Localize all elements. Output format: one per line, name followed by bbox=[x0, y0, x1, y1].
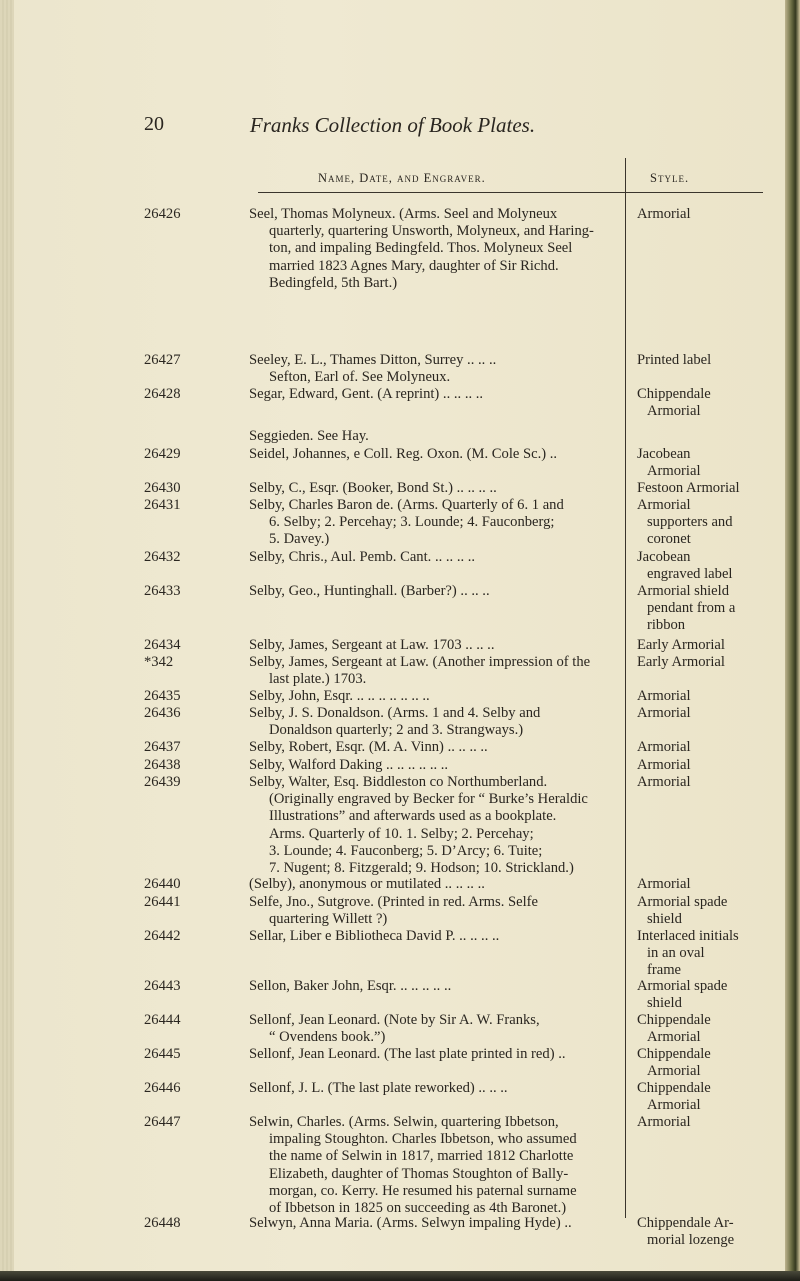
entry-style bbox=[637, 1114, 787, 1131]
description-line: Selby, John, Esqr. .. .. .. .. .. .. .. bbox=[249, 688, 430, 704]
description-line: Selby, James, Sergeant at Law. (Another impression of the bbox=[249, 654, 591, 670]
style-line: Early Armorial bbox=[637, 637, 725, 653]
style-line: Interlaced initials bbox=[637, 928, 739, 944]
entry-number: 26444 bbox=[144, 1012, 181, 1028]
column-header-name: Name, Date, and Engraver. bbox=[318, 171, 486, 185]
style-line: frame bbox=[647, 962, 682, 979]
entry-style bbox=[637, 978, 787, 1012]
style-line: pendant from a bbox=[647, 600, 736, 617]
entry-number: 26435 bbox=[144, 688, 181, 704]
column-header-style: Style. bbox=[650, 171, 690, 185]
entry-description bbox=[249, 1012, 619, 1046]
description-line: last plate.) 1703. bbox=[269, 671, 367, 688]
style-line: ribbon bbox=[647, 617, 686, 634]
description-line: (Originally engraved by Becker for “ Burke’s Heraldic bbox=[269, 791, 588, 808]
binding-edge bbox=[0, 0, 14, 1281]
style-line: Armorial bbox=[637, 757, 691, 773]
style-line: Armorial bbox=[647, 463, 701, 480]
description-line: “ Ovendens book.”) bbox=[269, 1029, 386, 1046]
entry-style bbox=[637, 497, 787, 549]
description-line: Selby, Walford Daking .. .. .. .. .. .. bbox=[249, 757, 449, 773]
description-line: morgan, co. Kerry. He resumed his paternal surname bbox=[269, 1182, 577, 1199]
page-edge-shadow bbox=[785, 0, 800, 1281]
entry-description bbox=[249, 757, 619, 774]
style-line: coronet bbox=[647, 531, 691, 548]
running-title: Franks Collection of Book Plates. bbox=[249, 113, 536, 137]
entry-number: 26426 bbox=[144, 206, 181, 222]
entry-description bbox=[249, 654, 619, 688]
style-line: Armorial shield bbox=[637, 583, 730, 599]
entry-number: 26433 bbox=[144, 583, 181, 599]
description-line: 6. Selby; 2. Percehay; 3. Lounde; 4. Fauconberg; bbox=[269, 514, 555, 531]
entry-description bbox=[249, 1114, 619, 1217]
entry-description bbox=[249, 480, 619, 497]
style-line: Festoon Armorial bbox=[637, 480, 740, 496]
entry-number: 26440 bbox=[144, 876, 181, 892]
entry-style bbox=[637, 1080, 787, 1114]
entry-number: 26437 bbox=[144, 739, 181, 755]
entry-style bbox=[637, 549, 787, 583]
style-line: Chippendale Ar- bbox=[637, 1215, 734, 1231]
entry-description bbox=[249, 705, 619, 739]
entry-number: 26439 bbox=[144, 774, 181, 790]
description-line: Selfe, Jno., Sutgrove. (Printed in red. Arms. Selfe bbox=[249, 894, 538, 910]
style-line: supporters and bbox=[647, 514, 733, 531]
description-line: Selwyn, Anna Maria. (Arms. Selwyn impaling Hyde) .. bbox=[249, 1215, 572, 1231]
entry-style bbox=[637, 352, 787, 369]
style-line: engraved label bbox=[647, 566, 733, 583]
style-line: shield bbox=[647, 911, 682, 928]
entry-description bbox=[249, 497, 619, 549]
entry-number: 26429 bbox=[144, 446, 181, 462]
entry-style bbox=[637, 583, 787, 635]
description-line: Seidel, Johannes, e Coll. Reg. Oxon. (M. Cole Sc.) .. bbox=[249, 446, 558, 462]
description-line: Selby, James, Sergeant at Law. 1703 .. .. .. bbox=[249, 637, 495, 653]
description-line: Bedingfeld, 5th Bart.) bbox=[269, 274, 398, 291]
description-line: 3. Lounde; 4. Fauconberg; 5. D’Arcy; 6. Tuite; bbox=[269, 842, 543, 859]
entry-number: 26427 bbox=[144, 352, 181, 368]
entry-number: 26445 bbox=[144, 1046, 181, 1062]
entry-number: 26436 bbox=[144, 705, 181, 721]
style-line: Armorial spade bbox=[637, 894, 728, 910]
entry-style bbox=[637, 206, 787, 223]
entry-description bbox=[249, 583, 619, 600]
entry-style bbox=[637, 386, 787, 420]
style-line: Jacobean bbox=[637, 446, 691, 462]
style-line: Armorial bbox=[637, 739, 691, 755]
description-line: quarterly, quartering Unsworth, Molyneux, and Haring- bbox=[269, 223, 594, 240]
description-line: Selby, Charles Baron de. (Arms. Quarterly of 6. 1 and bbox=[249, 497, 564, 513]
description-line: ton, and impaling Bedingfeld. Thos. Molyneux Seel bbox=[269, 240, 573, 257]
entry-style bbox=[637, 1012, 787, 1046]
entry-description bbox=[249, 446, 619, 463]
style-line: Printed label bbox=[637, 352, 712, 368]
style-line: Early Armorial bbox=[637, 654, 725, 670]
description-line: Selwin, Charles. (Arms. Selwin, quartering Ibbetson, bbox=[249, 1114, 559, 1130]
entry-description bbox=[249, 739, 619, 756]
entry-description bbox=[249, 688, 619, 705]
style-line: Jacobean bbox=[637, 549, 691, 565]
bottom-shadow bbox=[0, 1271, 800, 1281]
description-line: Sefton, Earl of. See Molyneux. bbox=[269, 369, 451, 386]
entry-description bbox=[249, 928, 619, 945]
entry-number: 26446 bbox=[144, 1080, 181, 1096]
entry-description bbox=[249, 876, 619, 893]
entry-number: 26431 bbox=[144, 497, 181, 513]
entry-description bbox=[249, 428, 619, 445]
entry-description bbox=[249, 549, 619, 566]
entry-description bbox=[249, 206, 619, 292]
style-line: Armorial bbox=[637, 774, 691, 790]
style-line: Armorial bbox=[637, 206, 691, 222]
entry-style bbox=[637, 637, 787, 654]
description-line: Sellonf, Jean Leonard. (Note by Sir A. W. Franks, bbox=[249, 1012, 540, 1028]
style-line: Armorial bbox=[647, 403, 701, 420]
description-line: Selby, Geo., Huntinghall. (Barber?) .. .. .. bbox=[249, 583, 490, 599]
entry-number: 26443 bbox=[144, 978, 181, 994]
entry-style bbox=[637, 894, 787, 928]
entry-style bbox=[637, 654, 787, 671]
style-line: Armorial bbox=[647, 1029, 701, 1046]
description-line: Segar, Edward, Gent. (A reprint) .. .. .. .. bbox=[249, 386, 484, 402]
style-line: Armorial bbox=[637, 705, 691, 721]
entry-style bbox=[637, 446, 787, 480]
entry-number: 26438 bbox=[144, 757, 181, 773]
entry-style bbox=[637, 774, 787, 791]
entry-number: 26432 bbox=[144, 549, 181, 565]
entry-style bbox=[637, 1046, 787, 1080]
entry-description bbox=[249, 352, 619, 386]
entry-description bbox=[249, 386, 619, 403]
description-line: the name of Selwin in 1817, married 1812 Charlotte bbox=[269, 1148, 574, 1165]
header-rule bbox=[258, 192, 763, 193]
description-line: 5. Davey.) bbox=[269, 531, 330, 548]
description-line: impaling Stoughton. Charles Ibbetson, who assumed bbox=[269, 1131, 577, 1148]
entry-description bbox=[249, 774, 619, 877]
entry-description bbox=[249, 1046, 619, 1063]
description-line: Donaldson quarterly; 2 and 3. Strangways.) bbox=[269, 722, 524, 739]
entry-style bbox=[637, 739, 787, 756]
page-number: 20 bbox=[144, 113, 164, 135]
entry-style bbox=[637, 757, 787, 774]
description-line: Selby, Chris., Aul. Pemb. Cant. .. .. .. .. bbox=[249, 549, 476, 565]
description-line: 7. Nugent; 8. Fitzgerald; 9. Hodson; 10. Strickland.) bbox=[269, 860, 574, 877]
description-line: Selby, Robert, Esqr. (M. A. Vinn) .. .. .. .. bbox=[249, 739, 488, 755]
description-line: of Ibbetson in 1825 on succeeding as 4th Baronet.) bbox=[269, 1200, 567, 1217]
entry-number: 26448 bbox=[144, 1215, 181, 1231]
style-line: morial lozenge bbox=[647, 1232, 735, 1249]
description-line: Seeley, E. L., Thames Ditton, Surrey .. .. .. bbox=[249, 352, 497, 368]
entry-description bbox=[249, 894, 619, 928]
entry-style bbox=[637, 876, 787, 893]
entry-number: *342 bbox=[144, 654, 174, 670]
description-line: (Selby), anonymous or mutilated .. .. .. .. bbox=[249, 876, 485, 892]
column-divider bbox=[625, 158, 626, 1218]
description-line: quartering Willett ?) bbox=[269, 911, 388, 928]
style-line: Armorial bbox=[647, 1097, 701, 1114]
entry-description bbox=[249, 1215, 619, 1232]
style-line: Armorial bbox=[637, 497, 691, 513]
entry-style bbox=[637, 928, 787, 980]
style-line: Chippendale bbox=[637, 1080, 711, 1096]
page-header bbox=[0, 113, 785, 143]
style-line: Armorial bbox=[637, 688, 691, 704]
entry-description bbox=[249, 637, 619, 654]
entry-number: 26447 bbox=[144, 1114, 181, 1130]
style-line: Armorial bbox=[637, 1114, 691, 1130]
entry-number: 26430 bbox=[144, 480, 181, 496]
description-line: Elizabeth, daughter of Thomas Stoughton of Bally- bbox=[269, 1165, 569, 1182]
style-line: Armorial bbox=[637, 876, 691, 892]
style-line: Chippendale bbox=[637, 1012, 711, 1028]
entry-style bbox=[637, 1215, 787, 1249]
description-line: Sellon, Baker John, Esqr. .. .. .. .. .. bbox=[249, 978, 452, 994]
description-line: Sellonf, J. L. (The last plate reworked) .. .. .. bbox=[249, 1080, 508, 1096]
entry-number: 26441 bbox=[144, 894, 181, 910]
description-line: Illustrations” and afterwards used as a bookplate. bbox=[269, 808, 557, 825]
entry-number: 26434 bbox=[144, 637, 181, 653]
description-line: Selby, C., Esqr. (Booker, Bond St.) .. .. .. .. bbox=[249, 480, 497, 496]
description-line: Seggieden. See Hay. bbox=[249, 428, 369, 444]
entry-description bbox=[249, 978, 619, 995]
style-line: Armorial bbox=[647, 1063, 701, 1080]
entry-style bbox=[637, 688, 787, 705]
description-line: Selby, Walter, Esq. Biddleston co Northumberland. bbox=[249, 774, 548, 790]
description-line: Seel, Thomas Molyneux. (Arms. Seel and Molyneux bbox=[249, 206, 558, 222]
description-line: Sellar, Liber e Bibliotheca David P. .. .. .. .. bbox=[249, 928, 500, 944]
entry-description bbox=[249, 1080, 619, 1097]
description-line: married 1823 Agnes Mary, daughter of Sir Richd. bbox=[269, 257, 559, 274]
entry-number: 26442 bbox=[144, 928, 181, 944]
style-line: shield bbox=[647, 995, 682, 1012]
style-line: Armorial spade bbox=[637, 978, 728, 994]
style-line: Chippendale bbox=[637, 1046, 711, 1062]
style-line: Chippendale bbox=[637, 386, 711, 402]
entry-style bbox=[637, 480, 787, 497]
description-line: Sellonf, Jean Leonard. (The last plate printed in red) .. bbox=[249, 1046, 566, 1062]
description-line: Selby, J. S. Donaldson. (Arms. 1 and 4. Selby and bbox=[249, 705, 541, 721]
entry-number: 26428 bbox=[144, 386, 181, 402]
description-line: Arms. Quarterly of 10. 1. Selby; 2. Percehay; bbox=[269, 825, 534, 842]
entry-style bbox=[637, 705, 787, 722]
style-line: in an oval bbox=[647, 945, 705, 962]
